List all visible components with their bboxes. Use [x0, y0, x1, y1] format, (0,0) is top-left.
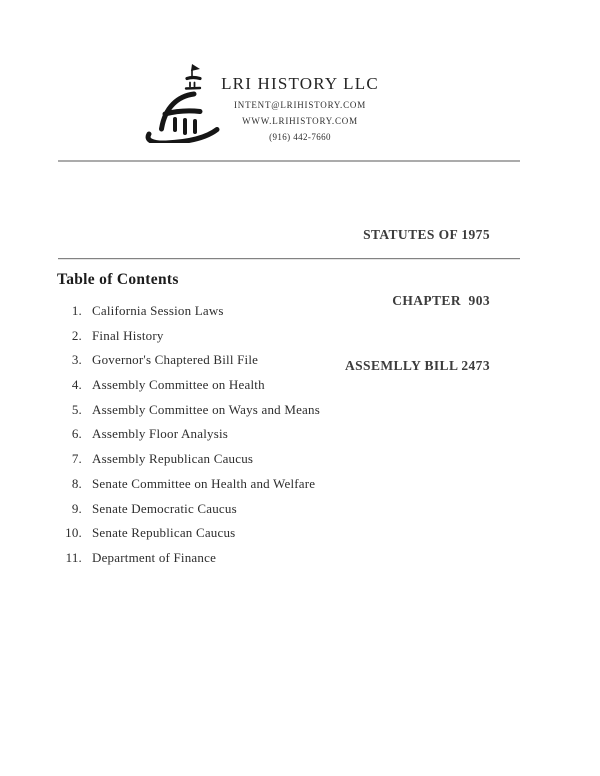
toc-item [0, 526, 600, 540]
toc-item [0, 329, 600, 343]
contact-email: INTENT@LRIHISTORY.COM [233, 100, 366, 110]
toc-item-number: 4. [71, 377, 82, 393]
toc-item-label: Assembly Floor Analysis [92, 426, 229, 442]
letterhead [0, 74, 600, 142]
statutes-line: STATUTES OF 1975 [363, 227, 490, 243]
toc-item [0, 551, 600, 565]
toc-item-number: 10. [65, 525, 82, 541]
toc-item [0, 427, 600, 441]
toc-item-label: Senate Republican Caucus [92, 525, 236, 541]
toc-item [0, 477, 600, 491]
toc-item-number: 9. [71, 500, 82, 516]
bill-line: ASSEMLLY BILL 2473 [344, 357, 490, 373]
toc-item-label: Final History [92, 327, 164, 343]
toc-item [0, 378, 600, 392]
toc-item [0, 353, 600, 367]
toc-item-label: Senate Committee on Health and Welfare [92, 475, 316, 491]
divider-top [58, 160, 520, 162]
company-name: LRI HISTORY LLC [221, 74, 379, 93]
toc-item-number: 5. [71, 401, 82, 417]
toc-item-label: Governor's Chaptered Bill File [92, 352, 259, 368]
toc-item-number: 7. [71, 451, 82, 467]
toc-item [0, 452, 600, 466]
toc-item-label: Assembly Republican Caucus [92, 451, 254, 467]
toc-item [0, 502, 600, 516]
contact-website: WWW.LRIHISTORY.COM [242, 116, 358, 126]
toc-title: Table of Contents [57, 271, 179, 288]
toc-list [0, 304, 600, 576]
toc-item-label: California Session Laws [92, 303, 224, 318]
divider-bottom [58, 258, 520, 260]
toc-item-number: 6. [71, 426, 82, 442]
contact-phone: (916) 442-7660 [269, 132, 331, 142]
chapter-line: CHAPTER 903 [392, 292, 490, 308]
toc-item-number: 3. [71, 352, 82, 368]
toc-item-label: Department of Finance [92, 549, 217, 565]
toc-item-number: 8. [71, 475, 82, 491]
toc-item-number: 1. [71, 303, 82, 318]
toc-item-label: Assembly Committee on Health [92, 377, 265, 393]
toc-item [0, 304, 600, 318]
toc-item [0, 403, 600, 417]
toc-item-label: Senate Democratic Caucus [92, 500, 237, 516]
toc-item-label: Assembly Committee on Ways and Means [92, 401, 320, 417]
toc-item-number: 2. [71, 327, 82, 343]
toc-item-number: 11. [65, 549, 82, 565]
